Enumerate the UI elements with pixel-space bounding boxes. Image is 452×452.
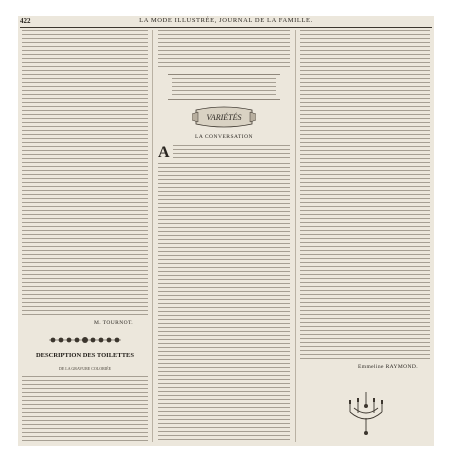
page-header	[18, 16, 434, 28]
description-text-block	[22, 376, 148, 442]
section-subtitle: DE LA GRAVURE COLORIÉE	[58, 366, 112, 371]
column-right	[300, 30, 430, 442]
varietes-banner	[192, 106, 256, 128]
dropcap-letter: A	[158, 144, 170, 161]
column-divider-2	[295, 30, 296, 442]
article-body-text	[158, 163, 290, 442]
article-intro-text	[173, 145, 290, 161]
author-signature-left: M. TOURNOT.	[94, 320, 134, 326]
footnote-box	[168, 74, 280, 100]
article-title: LA CONVERSATION	[194, 134, 254, 140]
body-text-block-top	[158, 30, 290, 70]
body-text-block	[22, 30, 148, 316]
chandelier-illustration	[346, 392, 386, 436]
decorative-ornament	[47, 334, 123, 346]
column-divider-1	[152, 30, 153, 442]
journal-title: LA MODE ILLUSTRÉE, JOURNAL DE LA FAMILLE.	[139, 17, 313, 24]
article-continued-text	[300, 30, 430, 360]
newspaper-page	[18, 16, 434, 446]
page-number: 422	[20, 17, 31, 25]
varietes-label: VARIÉTÉS	[206, 113, 242, 122]
column-middle	[158, 30, 290, 442]
section-title: DESCRIPTION DES TOILETTES	[35, 352, 135, 359]
author-signature-right: Emmeline RAYMOND.	[358, 364, 419, 370]
header-rule	[20, 27, 432, 28]
column-left	[22, 30, 148, 442]
